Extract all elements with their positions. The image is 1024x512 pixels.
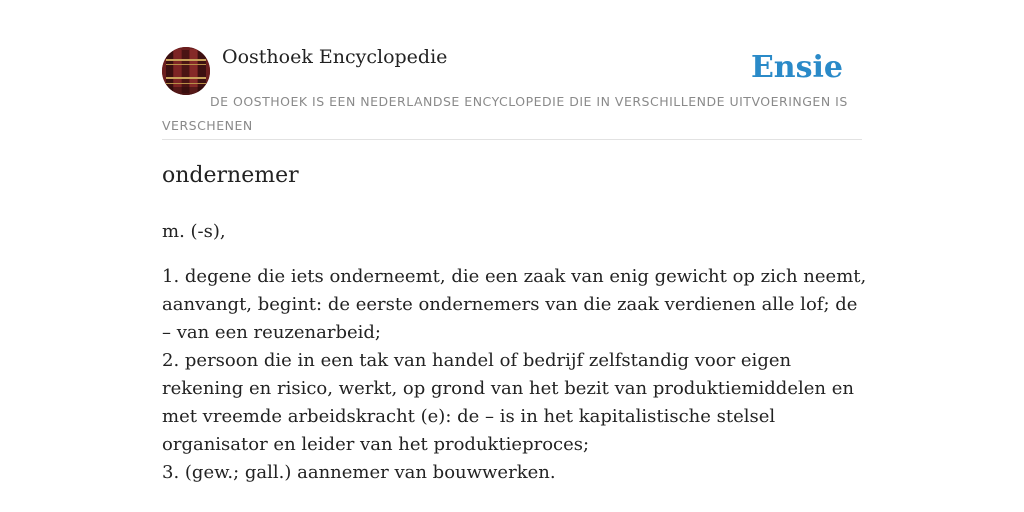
- header-divider: [162, 139, 862, 140]
- book-spines-icon[interactable]: [162, 47, 210, 95]
- definition-2: 2. persoon die in een tak van handel of bedrijf zelfstandig voor eigen rekening en risico, werkt, op grond van het bezit van produktiemiddelen en met vreemde arbeidskracht (e): de – is in het kapitalistische stelsel organisator en leider van het produktieproces;: [162, 350, 854, 455]
- definition-3: 3. (gew.; gall.) aannemer van bouwwerken.: [162, 462, 556, 483]
- entry-grammar: m. (-s),: [162, 221, 226, 242]
- site-tagline: DE OOSTHOEK IS EEN NEDERLANDSE ENCYCLOPEDIE DIE IN VERSCHILLENDE UITVOERINGEN IS VERSCHENEN: [162, 94, 848, 133]
- entry-title: ondernemer: [162, 163, 299, 188]
- entry-definitions: [162, 263, 867, 487]
- site-name[interactable]: Oosthoek Encyclopedie: [222, 46, 448, 68]
- definition-1: 1. degene die iets onderneemt, die een zaak van enig gewicht op zich neemt, aanvangt, begint: de eerste ondernemers van die zaak verdienen alle lof; de – van een reuzenarbeid;: [162, 266, 867, 343]
- brand-logo[interactable]: Ensie: [750, 50, 843, 85]
